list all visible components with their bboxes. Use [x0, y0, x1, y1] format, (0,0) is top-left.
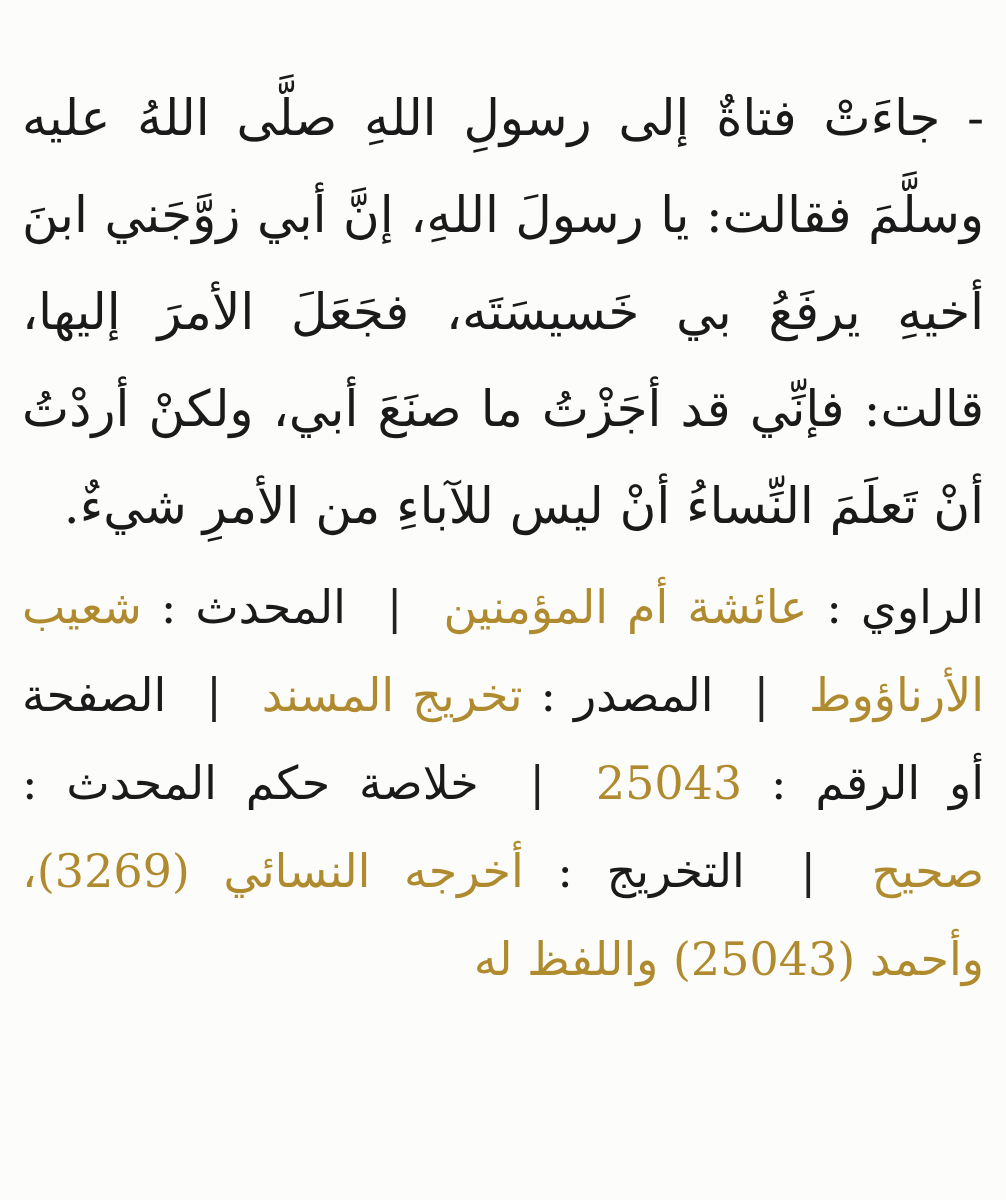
separator: |	[529, 756, 545, 810]
ruling-label: خلاصة حكم المحدث :	[22, 756, 479, 810]
takhrij-nasai: أخرجه النسائي (3269)،	[22, 844, 524, 898]
takhrij-label: التخريج :	[557, 844, 745, 898]
source-label: المصدر :	[540, 668, 714, 722]
page-number-value: 25043	[595, 756, 743, 810]
hadith-text: - جاءَتْ فتاةٌ إلى رسولِ اللهِ صلَّى اللهُ عليه وسلَّمَ فقالت: يا رسولَ اللهِ، إنَّ أبي زوَّجَني ابنَ أخيهِ يرفَعُ بي خَسيسَتَه، فجَعَلَ الأمرَ إليها، قالت: فإنِّي قد أجَزْتُ ما صنَعَ أبي، ولكنْ أردْتُ أنْ تَعلَمَ النِّساءُ أنْ ليس للآباءِ من الأمرِ شيءٌ.	[22, 89, 984, 535]
takhrij-ahmad: وأحمد (25043) واللفظ له	[473, 932, 984, 986]
separator: |	[753, 668, 770, 722]
separator: |	[386, 580, 403, 634]
narrator-label: الراوي :	[826, 580, 985, 634]
narrator-link[interactable]: عائشة أم المؤمنين	[443, 580, 808, 634]
separator: |	[800, 844, 816, 898]
scholar-label: المحدث :	[160, 580, 346, 634]
scholar-link[interactable]: شعيب الأرناؤوط	[22, 580, 985, 722]
ruling-value: صحيح	[871, 844, 984, 898]
hadith-metadata	[22, 563, 984, 1003]
separator: |	[206, 668, 222, 722]
source-link[interactable]: تخريج المسند	[261, 668, 523, 722]
page-number-label: الصفحة أو الرقم :	[22, 668, 985, 810]
